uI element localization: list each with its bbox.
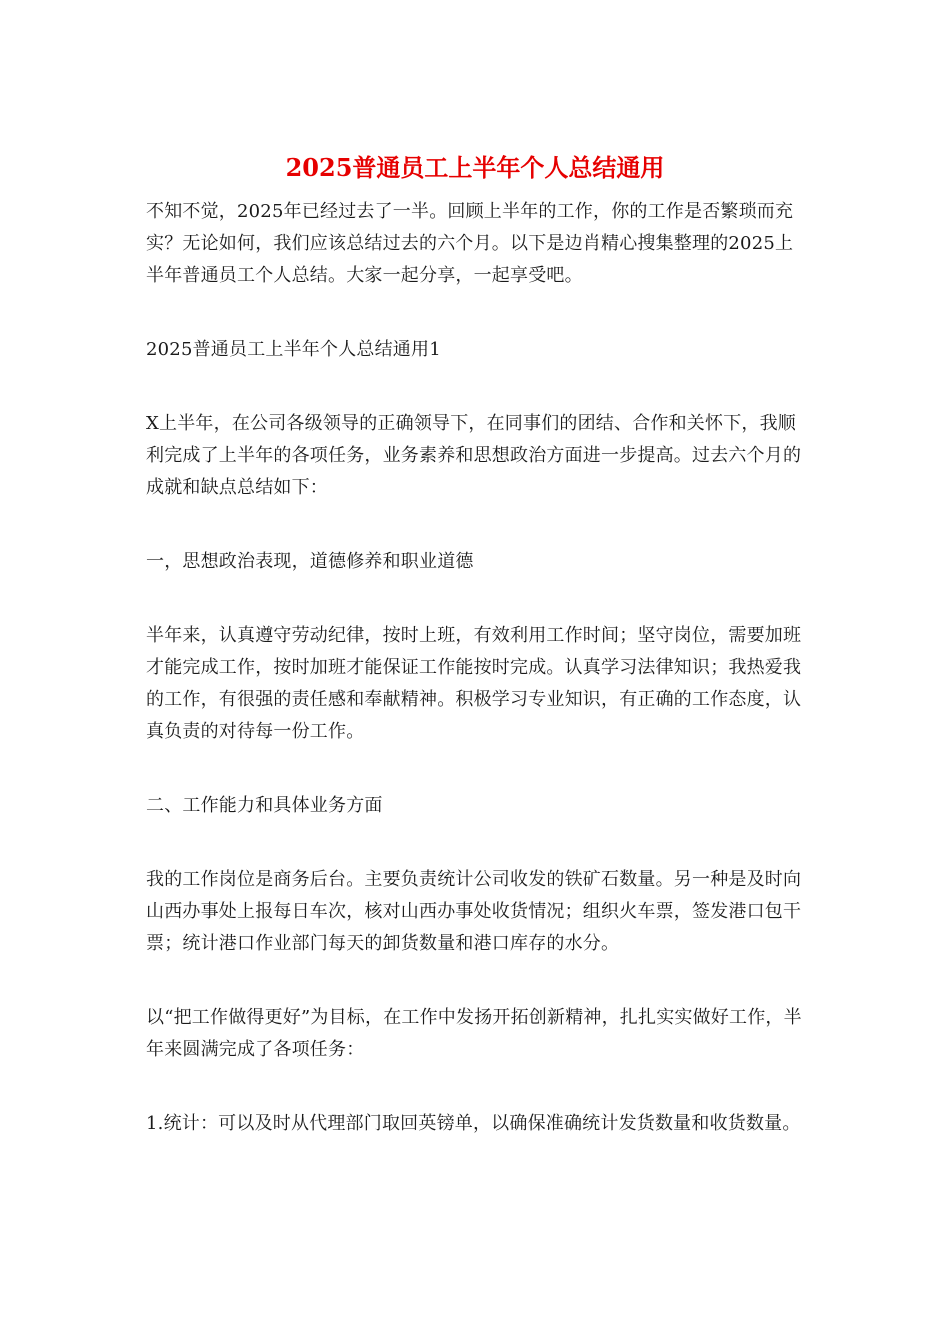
- subheading-ideology: 一，思想政治表现，道德修养和职业道德: [146, 551, 474, 572]
- statistics-paragraph: 1.统计：可以及时从代理部门取回英镑单，以确保准确统计发货数量和收货数量。: [146, 1113, 801, 1134]
- goal-paragraph: 以“把工作做得更好”为目标，在工作中发扬开拓创新精神，扎扎实实做好工作，半年来圆满完成了各项任务：: [146, 1007, 802, 1060]
- intro-paragraph: 不知不觉，2025年已经过去了一半。回顾上半年的工作，你的工作是否繁琐而充实？无论如何，我们应该总结过去的六个月。以下是边肖精心搜集整理的2025上半年普通员工个人总结。大家一起分享，一起享受吧。: [146, 201, 794, 286]
- document-body: [146, 196, 806, 1182]
- subheading-work-ability: 二、工作能力和具体业务方面: [146, 795, 383, 816]
- summary-paragraph: X上半年，在公司各级领导的正确领导下，在同事们的团结、合作和关怀下，我顺利完成了上半年的各项任务，业务素养和思想政治方面进一步提高。过去六个月的成就和缺点总结如下：: [146, 413, 802, 498]
- section-heading-1: 2025普通员工上半年个人总结通用1: [146, 339, 441, 360]
- document-title: 2025普通员工上半年个人总结通用: [285, 153, 665, 182]
- ideology-paragraph: 半年来，认真遵守劳动纪律，按时上班，有效利用工作时间；坚守岗位，需要加班才能完成工作，按时加班才能保证工作能按时完成。认真学习法律知识；我热爱我的工作，有很强的责任感和奉献精神。积极学习专业知识，有正确的工作态度，认真负责的对待每一份工作。: [146, 625, 802, 742]
- work-role-paragraph: 我的工作岗位是商务后台。主要负责统计公司收发的铁矿石数量。另一种是及时向山西办事处上报每日车次，核对山西办事处收货情况；组织火车票，签发港口包干票；统计港口作业部门每天的卸货数量和港口库存的水分。: [146, 869, 802, 954]
